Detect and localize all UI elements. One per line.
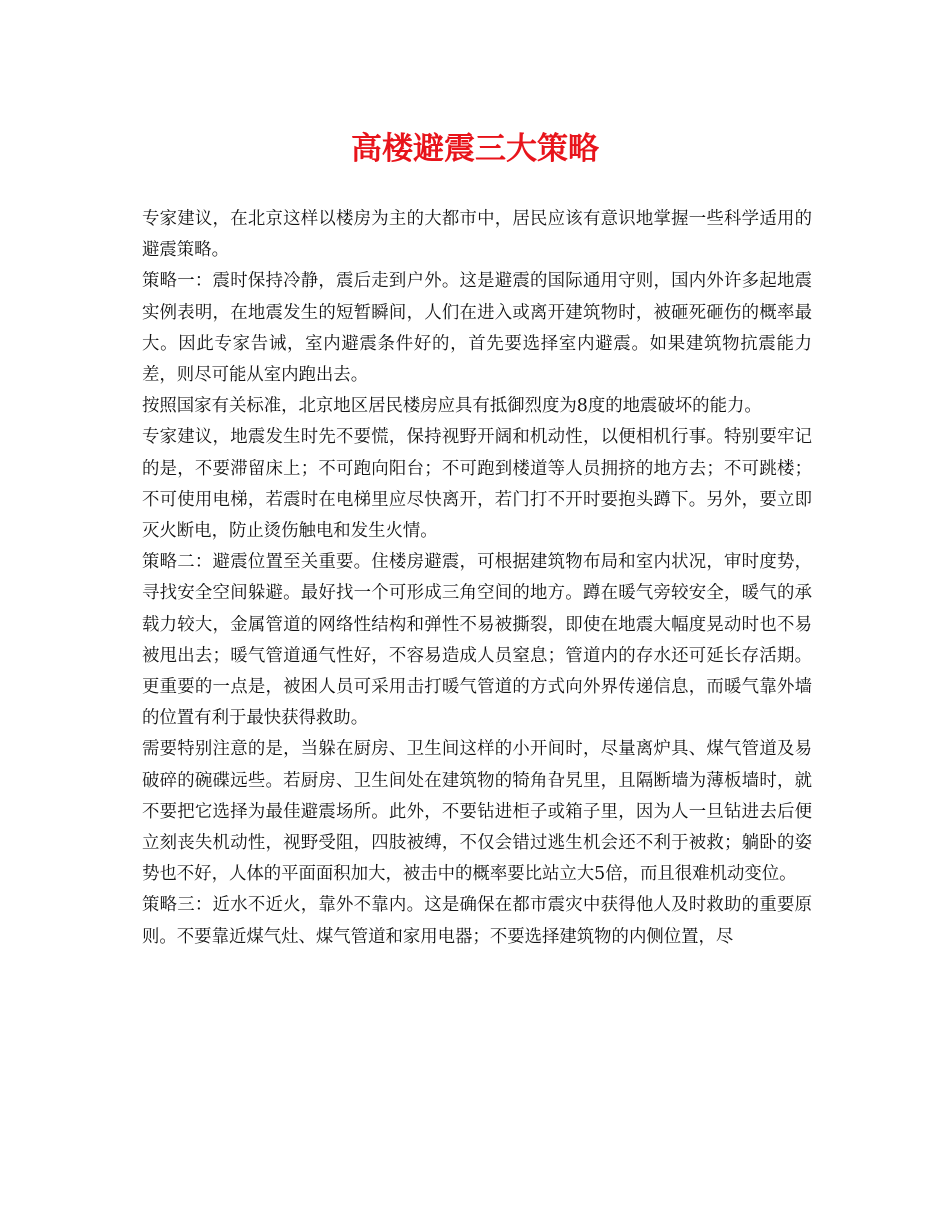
paragraph-expert-advice: 专家建议，地震发生时先不要慌，保持视野开阔和机动性，以便相机行事。特别要牢记的是，不要滞留床上；不可跑向阳台；不可跑到楼道等人员拥挤的地方去；不可跳楼；不可使用电梯，若震时在电梯里应尽快离开，若门打不开时要抱头蹲下。另外，要立即灭火断电，防止烫伤触电和发生火情。	[142, 427, 812, 542]
paragraph-intro: 专家建议，在北京这样以楼房为主的大都市中，居民应该有意识地掌握一些科学适用的避震策略。	[142, 209, 812, 261]
paragraph-special-note: 需要特别注意的是，当躲在厨房、卫生间这样的小开间时，尽量离炉具、煤气管道及易破碎的碗碟远些。若厨房、卫生间处在建筑物的犄角旮旯里，且隔断墙为薄板墙时，就不要把它选择为最佳避震场所。此外，不要钻进柜子或箱子里，因为人一旦钻进去后便立刻丧失机动性，视野受阻，四肢被缚，不仅会错过逃生机会还不利于被救；躺卧的姿势也不好，人体的平面面积加大，被击中的概率要比站立大5倍，而且很难机动变位。	[142, 739, 812, 885]
document-body	[142, 204, 812, 953]
paragraph-strategy-three: 策略三：近水不近火，靠外不靠内。这是确保在都市震灾中获得他人及时救助的重要原则。不要靠近煤气灶、煤气管道和家用电器；不要选择建筑物的内侧位置，尽	[142, 895, 812, 947]
paragraph-strategy-one: 策略一：震时保持冷静，震后走到户外。这是避震的国际通用守则，国内外许多起地震实例表明，在地震发生的短暂瞬间，人们在进入或离开建筑物时，被砸死砸伤的概率最大。因此专家告诫，室内避震条件好的，首先要选择室内避震。如果建筑物抗震能力差，则尽可能从室内跑出去。	[142, 271, 812, 386]
paragraph-strategy-two: 策略二：避震位置至关重要。住楼房避震，可根据建筑物布局和室内状况，审时度势，寻找安全空间躲避。最好找一个可形成三角空间的地方。蹲在暖气旁较安全，暖气的承载力较大，金属管道的网络性结构和弹性不易被撕裂，即使在地震大幅度晃动时也不易被甩出去；暖气管道通气性好，不容易造成人员窒息；管道内的存水还可延长存活期。更重要的一点是，被困人员可采用击打暖气管道的方式向外界传递信息，而暖气靠外墙的位置有利于最快获得救助。	[142, 552, 812, 729]
document-title: 高楼避震三大策略	[351, 131, 599, 167]
paragraph-standard: 按照国家有关标准，北京地区居民楼房应具有抵御烈度为8度的地震破坏的能力。	[142, 396, 762, 417]
